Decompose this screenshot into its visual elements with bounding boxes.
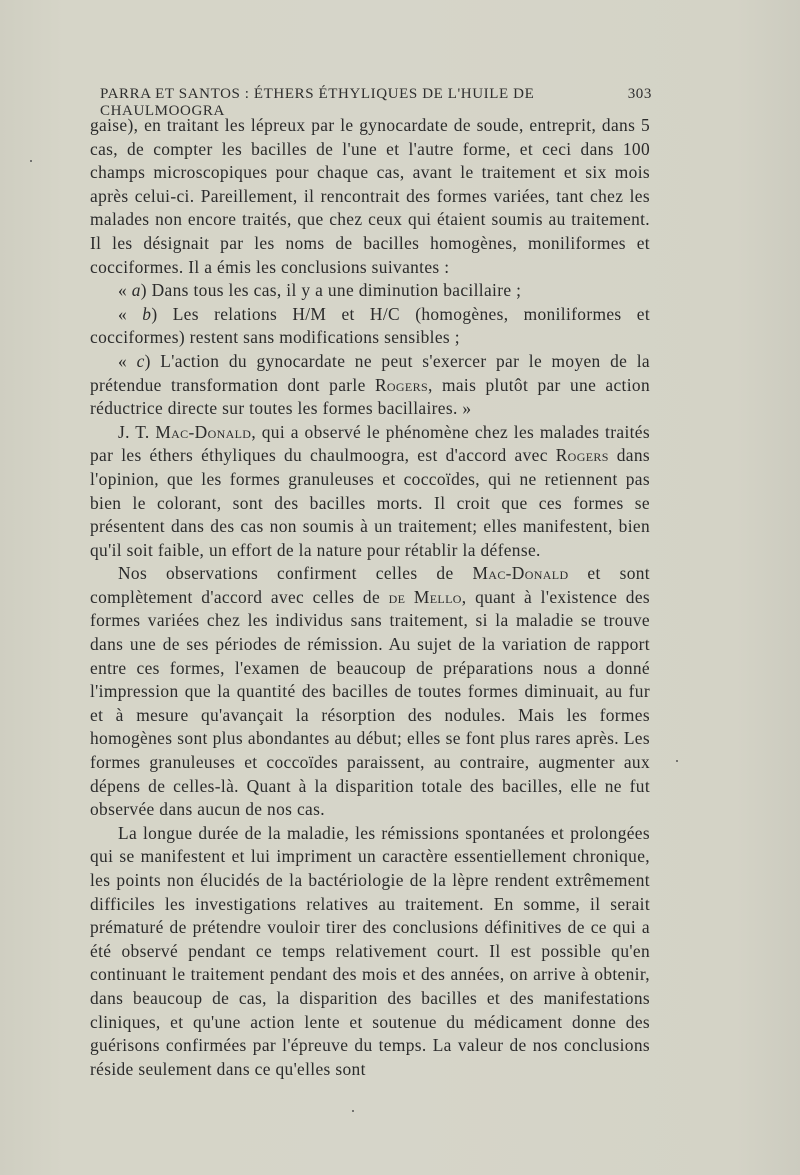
text-run: , qui a observé le phénomène chez les malades traités par les éthers éthyliques du chaulmoogra, est d'accord avec	[90, 421, 650, 466]
author-name: Rogers	[374, 374, 428, 395]
item-letter: a	[131, 280, 141, 301]
quote-b	[90, 303, 650, 350]
paragraph-continuation: gaise), en traitant les lépreux par le gynocardate de soude, entreprit, dans 5 cas, de compter les bacilles de l'une et l'autre forme, et ceci dans 100 champs microscopiques pour chaque cas, avant le traitement et six mois après celui-ci. Pareillement, il rencontrait des formes variées, tant chez les malades non encore traités, que chez ceux qui étaient soumis au traitement. Il les désignait par les noms de bacilles homogènes, moniliformes et cocciformes. Il a émis les conclusions suivantes :	[90, 115, 650, 277]
text-run: dans l'opinion, que les formes granuleuses et coccoïdes, qui ne retiennent pas bien le colorant, sont des bacilles morts. Il croit que ces formes se présentent dans des cas non soumis à un traitement; elles manifestent, bien qu'il soit faible, un effort de la nature pour rétablir la défense.	[90, 445, 651, 560]
author-name: Mac-Donald	[472, 563, 569, 584]
quote-open-mark: «	[118, 303, 143, 324]
quote-open-mark: «	[118, 350, 137, 371]
item-letter: b	[142, 303, 152, 324]
paragraph-observations	[90, 562, 650, 822]
author-particle: de	[388, 586, 406, 607]
item-letter: c	[136, 350, 145, 371]
paragraph-macdonald	[90, 421, 650, 563]
body-text	[90, 114, 650, 1081]
author-name: Rogers	[555, 445, 609, 466]
text-run: J. T.	[118, 421, 156, 442]
page-number: 303	[627, 86, 652, 102]
paragraph-conclusion: La longue durée de la maladie, les rémissions spontanées et prolongées qui se manifestent et lui impriment un caractère essentiellement chronique, les points non élucidés de la bactériologie de la lèpre rendent extrêmement difficiles les investigations relatives au traitement. En somme, il serait prématuré de prétendre vouloir tirer des conclusions définitives de ce qui a été observé pendant ce temps relativement court. Il est possible qu'en continuant le traitement pendant des mois et des années, on arrive à obtenir, dans beaucoup de cas, la disparition des bacilles et des manifestations cliniques, et qu'une action lente et soutenue du médicament donne des guérisons confirmées par l'épreuve du temps. La valeur de nos conclusions réside seulement dans ce qu'elles sont	[90, 822, 650, 1079]
scan-speck	[30, 160, 32, 162]
quote-a	[90, 279, 650, 303]
quote-text: , mais plutôt par une action réductrice directe sur toutes les formes bacillaires. »	[90, 374, 651, 419]
text-run: et sont complètement d'accord avec celles de	[90, 563, 650, 607]
author-name: Mello	[413, 586, 462, 607]
quote-c	[90, 350, 650, 421]
quote-open-mark: «	[118, 280, 132, 301]
running-title: PARRA ET SANTOS : ÉTHERS ÉTHYLIQUES DE L'HUILE DE CHAULMOOGRA	[100, 86, 535, 119]
scan-speck	[352, 1110, 354, 1112]
author-name: Mac-Donald	[155, 421, 252, 442]
quote-text: ) Dans tous les cas, il y a une diminution bacillaire ;	[140, 280, 522, 301]
text-run: , quant à l'existence des formes variées chez les individus sans traitement, si la maladie se trouve dans une de ses périodes de rémission. Au sujet de la variation de rapport entre ces formes, l'examen de beaucoup de préparations nous a donné l'impression que la quantité des bacilles de toutes formes diminuait, au fur et à mesure qu'avançait la résorption des nodules. Mais les formes homogènes sont plus abondantes au début; elles se font plus rares après. Les formes granuleuses et coccoïdes paraissent, au contraire, augmenter aux dépens de celles-là. Quant à la disparition totale des bacilles, elle ne fut observée dans aucun de nos cas.	[90, 586, 651, 820]
scan-speck	[676, 760, 678, 762]
text-run: Nos observations confirment celles de	[118, 563, 473, 584]
quote-text: ) L'action du gynocardate ne peut s'exercer par le moyen de la prétendue transformation dont parle	[90, 350, 650, 395]
quote-text: ) Les relations H/M et H/C (homogènes, moniliformes et cocciformes) restent sans modifications sensibles ;	[90, 303, 650, 348]
